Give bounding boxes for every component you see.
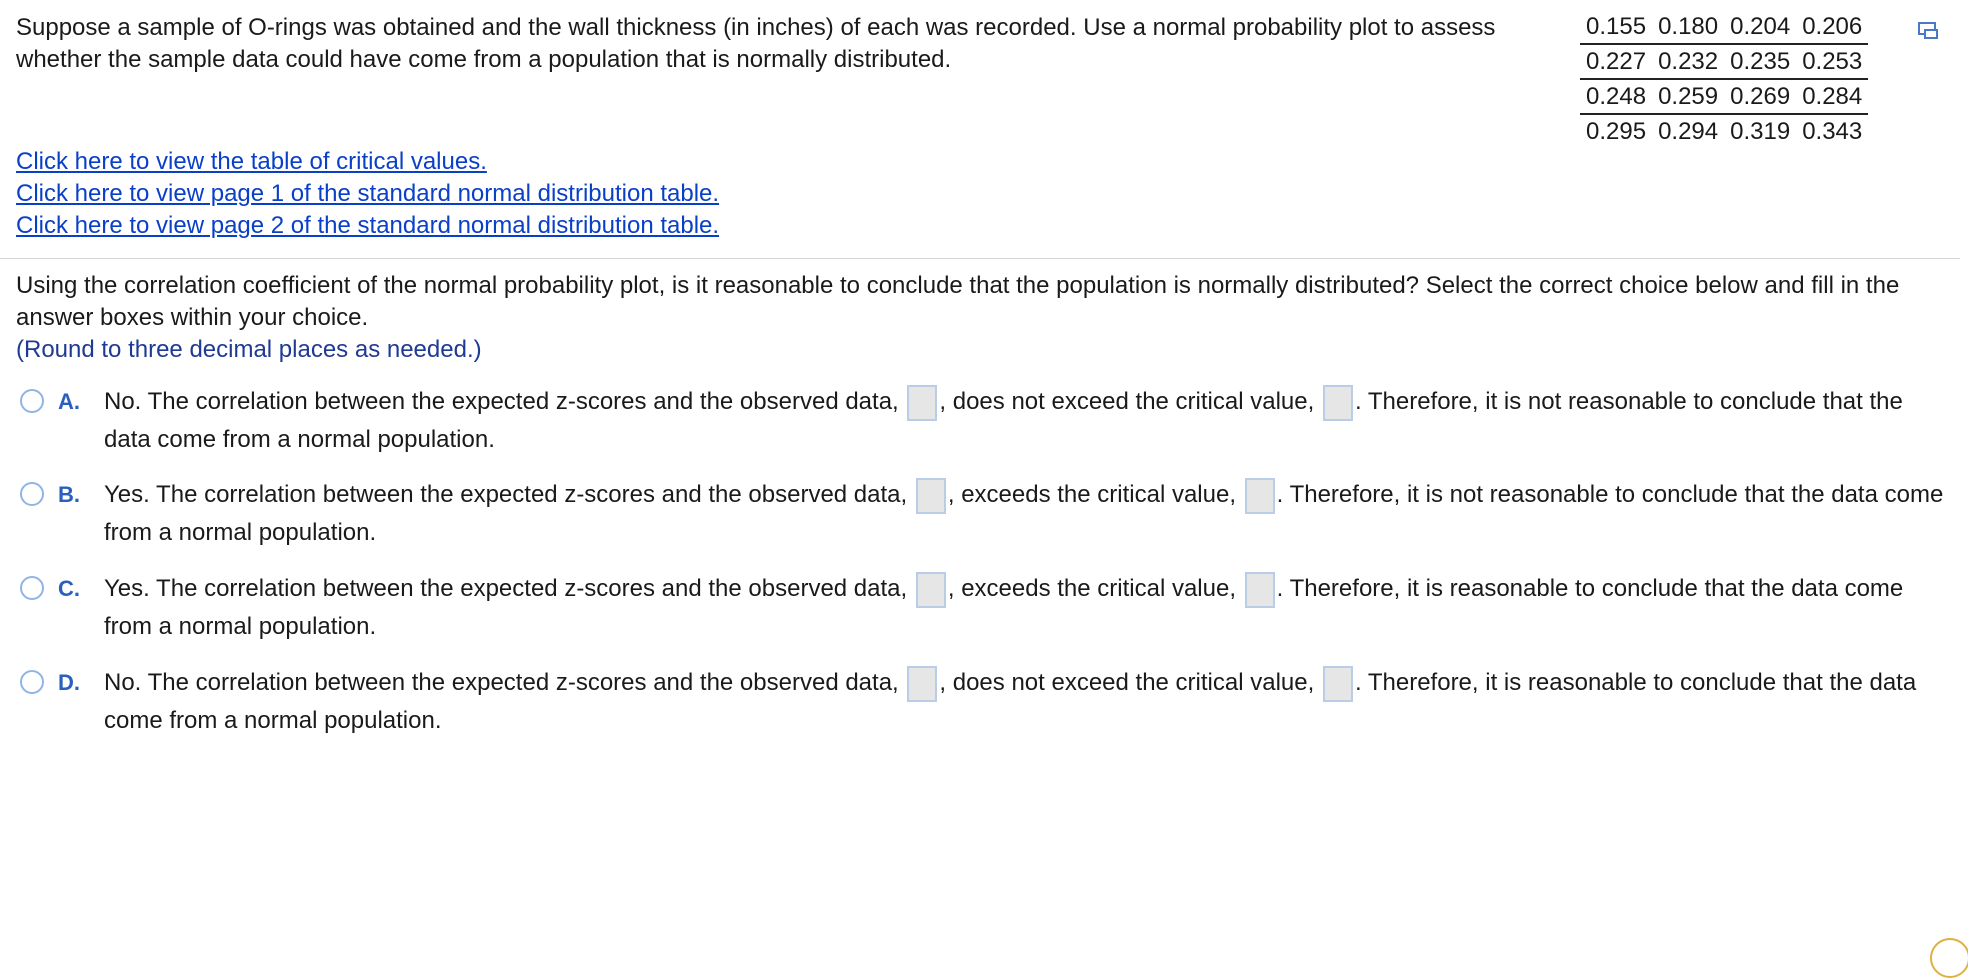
choice-text [104, 570, 1944, 646]
choice-text-part3: . Therefore, it is not reasonable to conclude that the data come from a normal population. [104, 481, 1944, 546]
table-row [1580, 79, 1868, 114]
choice-text-part2: , exceeds the critical value, [947, 481, 1236, 508]
correlation-input-box[interactable] [916, 478, 946, 514]
choice-letter: C. [58, 576, 80, 601]
corner-widget-icon [1930, 938, 1968, 978]
critical-value-input-box[interactable] [1245, 572, 1275, 608]
table-cell: 0.319 [1730, 117, 1791, 145]
choice-text [104, 664, 1944, 740]
normal-table-page1-link[interactable]: Click here to view page 1 of the standard normal distribution table. [16, 180, 720, 207]
table-cell: 0.284 [1796, 79, 1868, 114]
choice-text-part3: . Therefore, it is reasonable to conclude that the data come from a normal population. [104, 669, 1917, 734]
radio-button-a[interactable] [20, 389, 44, 413]
radio-button-c[interactable] [20, 576, 44, 600]
section-divider [0, 258, 1960, 259]
table-cell: 0.269 [1724, 79, 1796, 114]
choice-text-part1: Yes. The correlation between the expected z-scores and the observed data, [104, 575, 908, 602]
radio-button-d[interactable] [20, 670, 44, 694]
table-cell: 0.155 [1580, 10, 1652, 44]
table-cell: 0.295 [1586, 117, 1647, 145]
correlation-input-box[interactable] [907, 385, 937, 421]
table-cell: 0.259 [1652, 79, 1724, 114]
table-cell: 0.248 [1580, 79, 1652, 114]
critical-values-link[interactable]: Click here to view the table of critical values. [16, 148, 487, 175]
table-cell: 0.253 [1796, 44, 1868, 79]
choice-letter: B. [58, 482, 80, 507]
table-cell: 0.180 [1652, 10, 1724, 44]
choice-letter: D. [58, 670, 80, 695]
table-cell: 0.206 [1796, 10, 1868, 44]
table-row [1580, 10, 1868, 44]
copy-icon[interactable] [1918, 22, 1940, 40]
table-cell: 0.204 [1724, 10, 1796, 44]
table-row [1580, 44, 1868, 79]
critical-value-input-box[interactable] [1323, 385, 1353, 421]
critical-value-input-box[interactable] [1245, 478, 1275, 514]
problem-statement: Suppose a sample of O-rings was obtained and the wall thickness (in inches) of each was recorded. Use a normal probability plot to assess whether the sample data could have come from a population that is normally distributed. [16, 14, 1496, 73]
choice-text-part3: . Therefore, it is not reasonable to conclude that the data come from a normal population. [104, 388, 1903, 453]
choice-letter: A. [58, 389, 80, 414]
choice-text [104, 383, 1944, 459]
table-cell: 0.227 [1580, 44, 1652, 79]
rounding-hint: (Round to three decimal places as needed.) [16, 336, 482, 363]
choice-text-part2: , does not exceed the critical value, [939, 388, 1315, 415]
table-row [1580, 114, 1868, 148]
choice-text-part2: , does not exceed the critical value, [939, 669, 1315, 696]
choice-text-part1: Yes. The correlation between the expected z-scores and the observed data, [104, 481, 908, 508]
table-cell: 0.235 [1724, 44, 1796, 79]
table-cell: 0.232 [1652, 44, 1724, 79]
table-cell: 0.343 [1802, 117, 1863, 145]
reference-links [16, 146, 719, 242]
choice-text-part1: No. The correlation between the expected z-scores and the observed data, [104, 669, 899, 696]
data-table-container [1580, 10, 1868, 148]
correlation-input-box[interactable] [907, 666, 937, 702]
critical-value-input-box[interactable] [1323, 666, 1353, 702]
choice-text-part1: No. The correlation between the expected z-scores and the observed data, [104, 388, 899, 415]
table-cell: 0.294 [1658, 117, 1719, 145]
radio-button-b[interactable] [20, 482, 44, 506]
question-prompt [16, 270, 1946, 366]
question-text: Using the correlation coefficient of the normal probability plot, is it reasonable to conclude that the population is normally distributed? Select the correct choice below and fill in the answer boxes within your choice. [16, 272, 1900, 331]
correlation-input-box[interactable] [916, 572, 946, 608]
data-table [1580, 10, 1868, 148]
choice-text-part2: , exceeds the critical value, [947, 575, 1236, 602]
normal-table-page2-link[interactable]: Click here to view page 2 of the standard normal distribution table. [16, 212, 720, 239]
choice-text [104, 476, 1944, 552]
choice-text-part3: . Therefore, it is reasonable to conclude that the data come from a normal population. [104, 575, 1904, 640]
